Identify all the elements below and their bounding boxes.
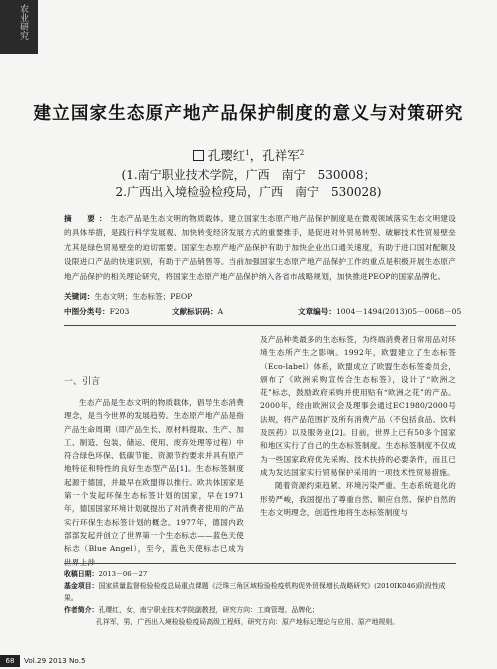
- author-bio-2: 孔祥军，男，广西出入境检验检疫局高级工程师，研究方向：原产地标记理论与应用、原产地规则。: [96, 618, 400, 626]
- fund-label: 基金项目：: [64, 582, 99, 590]
- corner-mark: 农业研究: [18, 4, 28, 40]
- author-line: [0, 146, 497, 164]
- author-1: 孔璎红: [207, 148, 246, 163]
- author-1-affiliation-mark: 1: [245, 148, 250, 157]
- affiliation-1: (1.南宁职业技术学院，广西 南宁 530008；: [121, 168, 376, 182]
- page-number: 68: [0, 655, 20, 667]
- paragraph: 随着资源约束趋紧、环境污染严重、生态系统退化的形势严峻，我国提出了尊重自然、顺应自然、保护自然的生态文明理念，创造性地将生态标签制度与: [260, 481, 456, 517]
- header-divider: [64, 325, 456, 326]
- author-separator: ，: [249, 148, 263, 163]
- affiliation-2: 2.广西出入境检验检疫局，广西 南宁 530028): [115, 185, 382, 199]
- doc-code-label: 文献标识码：: [172, 307, 218, 316]
- author-2-affiliation-mark: 2: [299, 148, 305, 157]
- abstract-label: 摘 要：: [64, 214, 111, 223]
- received-label: 收稿日期：: [64, 570, 99, 578]
- footnote-fund: [64, 580, 456, 604]
- paragraph: 生态产品是生态文明的物质载体，倡导生态消费理念，是当今世界的发展趋势。生态原产地产品是指产品生命周期（即产品生长、原材料提取、生产、加工、制造、包装、储运、使用、废弃处理等过程）中符合绿色环保、低碳节能、资源节约要求并具有原产地特征和特性的良好生态型产品[1]。生态标签制度起源于德国，并最早在欧盟得以推行。欧共体国家是第一个发起环保生态标签计划的国家，早在1971年，德国国家环境计划就提出了对消费者使用的产品实行环保生态标签计划的概念。1977年，德国内政部部发起并创立了世界第一个生态标志——蓝色天使标志（Blue Angel），至今，蓝色天使标志已成为世界上涉: [64, 398, 244, 567]
- article-number-label: 文章编号：: [298, 307, 336, 316]
- keywords-value: 生态文明；生态标签；PEOP: [94, 292, 193, 301]
- keywords: [64, 291, 192, 302]
- keywords-label: 关键词：: [64, 292, 95, 301]
- abstract: [64, 212, 456, 284]
- received-date: 2013－06－27: [98, 570, 148, 578]
- journal-corner-logo: [0, 0, 38, 54]
- article-title: 建立国家生态原产地产品保护制度的意义与对策研究: [33, 104, 464, 124]
- body-column-right: [260, 333, 456, 519]
- paragraph: 及产品种类最多的生态标签，为终端消费者日常用品对环境生态所产生之影响。1992年，欧盟建立了生态标签（Eco-label）体系，欧盟成立了欧盟生态标签委员会，颁布了《欧洲采购宣传合生态标签》，设计了“欧洲之花”标志，鼓励政府采购并使用贴有“欧洲之花”的产品。2000年，经由欧洲议会及理事会通过EC1980/2000号法规，将产品范围扩及所有消费产品（不包括食品、饮料及医药）以及服务业[2]。目前，世界上已有50多个国家和地区实行了自己的生态标签制度。生态标签制度不仅成为一些国家政府优先采购、技术扶持的必要条件，而且已成为发达国家实行贸易保护采用的一项技术性贸易措施。: [260, 335, 456, 477]
- author-bio-label: 作者简介：: [64, 606, 99, 614]
- abstract-text: 生态产品是生态文明的物质载体。建立国家生态原产地产品保护制度是在微观领域落实生态文明建设的具体举措，是践行科学发展观、加快转变经济发展方式的重要推手，是促进对外贸易转型、破解技术性贸易壁垒尤其是绿色贸易壁垒的迫切需要。国家生态原产地产品保护有助于加快企业出口通关速度，有助于进口国对配额及设限进口产品的快速识别，有助于产品销售等。当前加强国家生态原产地产品保护工作的重点是积极开展生态原产地产品保护的相关理论研究，将国家生态原产地产品保护纳入各省市战略规划，加快推进PEOP的国家品牌化。: [64, 214, 457, 281]
- section-heading-introduction: 一、引言: [64, 377, 101, 387]
- doc-code-value: A: [217, 307, 224, 316]
- author-bio-1: 孔璎红，女，南宁职业技术学院副教授，研究方向：工商管理、品牌化；: [98, 606, 319, 614]
- footnote-received: [64, 568, 456, 580]
- clc-label: 中图分类号：: [64, 307, 110, 316]
- footnote-authors: [64, 604, 456, 628]
- article-number-value: 1004－1494(2013)05－0068－05: [335, 307, 462, 316]
- author-2: 孔祥军: [262, 148, 300, 163]
- body-column-left: [64, 396, 244, 569]
- footnote-divider: [64, 563, 456, 564]
- clc-value: F203: [109, 307, 130, 316]
- author-checkbox-icon: [193, 150, 204, 161]
- classification-line: [64, 306, 461, 317]
- fund-text: 国家质量监督检验检疫总局重点课题《泛珠三角区域检验检疫机构促外贸保增长战略研究》(2010IK046)阶段性成果。: [64, 582, 446, 602]
- volume-info: Vol.29 2013 No.5: [24, 656, 86, 665]
